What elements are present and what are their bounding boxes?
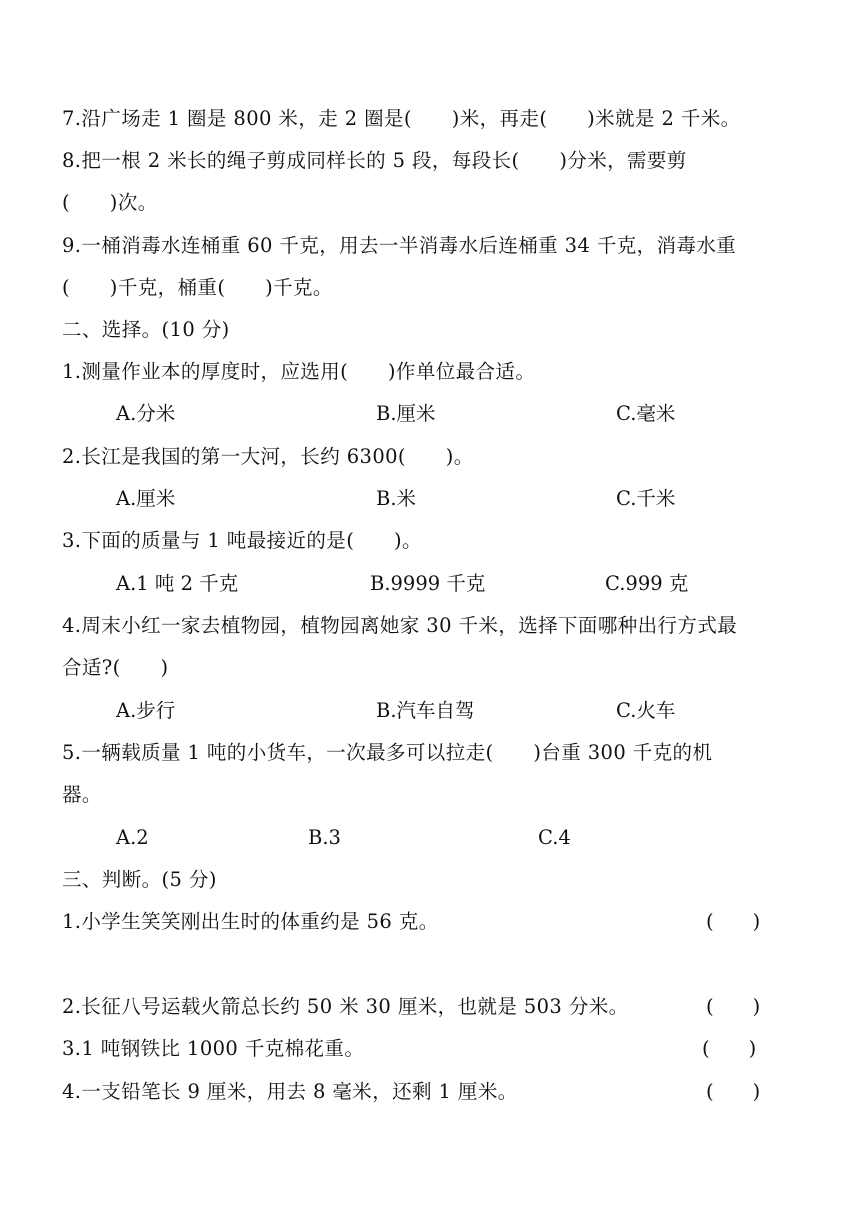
section-heading-choice: 二、选择。(10 分) — [62, 318, 230, 341]
question-choice-1: 1.测量作业本的厚度时，应选用( )作单位最合适。 — [62, 360, 536, 383]
option-3c: C.999 克 — [605, 572, 689, 595]
question-fill-9-line1: 9.一桶消毒水连桶重 60 千克，用去一半消毒水后连桶重 34 千克，消毒水重 — [62, 234, 737, 257]
question-judge-2: 2.长征八号运载火箭总长约 50 米 30 厘米，也就是 503 分米。 — [62, 995, 629, 1018]
option-2a: A.厘米 — [116, 487, 176, 510]
option-4a: A.步行 — [116, 699, 176, 722]
option-5b: B.3 — [308, 826, 341, 849]
option-3b: B.9999 千克 — [370, 572, 486, 595]
option-1c: C.毫米 — [616, 402, 676, 425]
question-judge-1: 1.小学生笑笑刚出生时的体重约是 56 克。 — [62, 910, 439, 933]
answer-box-2[interactable]: ( ) — [706, 995, 761, 1018]
answer-box-1[interactable]: ( ) — [706, 910, 761, 933]
question-choice-4-line2: 合适?( ) — [62, 656, 169, 679]
option-2c: C.千米 — [616, 487, 676, 510]
question-judge-3: 3.1 吨钢铁比 1000 千克棉花重。 — [62, 1037, 365, 1060]
question-judge-4: 4.一支铅笔长 9 厘米，用去 8 毫米，还剩 1 厘米。 — [62, 1080, 518, 1103]
option-5a: A.2 — [116, 826, 149, 849]
question-fill-8-line1: 8.把一根 2 米长的绳子剪成同样长的 5 段，每段长( )分米，需要剪 — [62, 149, 687, 172]
answer-box-3[interactable]: ( ) — [702, 1037, 757, 1060]
question-choice-4-line1: 4.周末小红一家去植物园，植物园离她家 30 千米，选择下面哪种出行方式最 — [62, 614, 738, 637]
option-1a: A.分米 — [116, 402, 176, 425]
option-4c: C.火车 — [616, 699, 676, 722]
question-fill-9-line2: ( )千克，桶重( )千克。 — [62, 276, 333, 299]
question-choice-3: 3.下面的质量与 1 吨最接近的是( )。 — [62, 529, 422, 552]
question-choice-5-line2: 器。 — [62, 783, 102, 806]
answer-box-4[interactable]: ( ) — [706, 1080, 761, 1103]
option-5c: C.4 — [538, 826, 571, 849]
question-choice-5-line1: 5.一辆载质量 1 吨的小货车，一次最多可以拉走( )台重 300 千克的机 — [62, 741, 713, 764]
section-heading-judge: 三、判断。(5 分) — [62, 868, 217, 891]
question-choice-2: 2.长江是我国的第一大河，长约 6300( )。 — [62, 445, 474, 468]
option-1b: B.厘米 — [376, 402, 436, 425]
option-2b: B.米 — [376, 487, 417, 510]
option-4b: B.汽车自驾 — [376, 699, 475, 722]
option-3a: A.1 吨 2 千克 — [116, 572, 239, 595]
question-fill-7: 7.沿广场走 1 圈是 800 米，走 2 圈是( )米，再走( )米就是 2 千米。 — [62, 107, 741, 130]
question-fill-8-line2: ( )次。 — [62, 191, 158, 214]
